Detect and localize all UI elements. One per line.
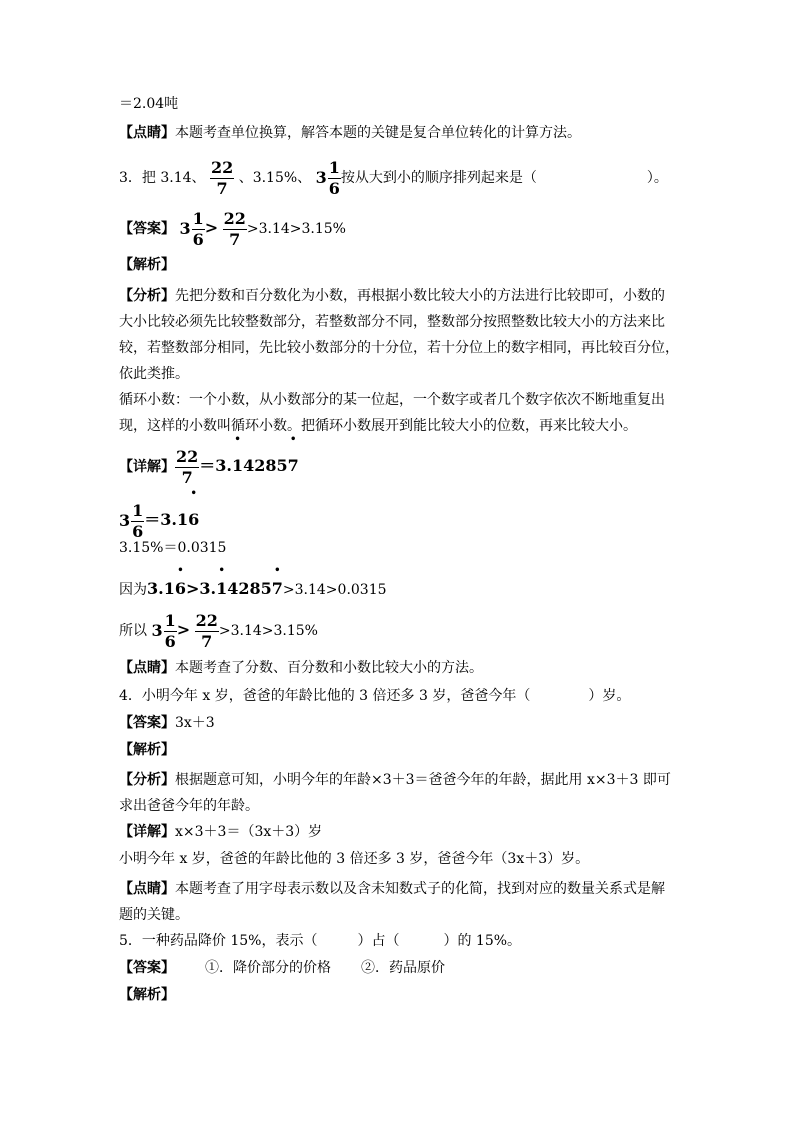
comment-line	[119, 123, 581, 143]
analysis-3: 【分析】先把分数和百分数化为小数，再根据小数比较大小的方法进行比较即可，小数的 大小比较必须先比较整数部分，若整数部分不同，整数部分按照整数比较大小的方法来比 较，若整数部分相同，先比较小数部分的十分位，若十分位上的数字相同，再比较百分位， 依此类推。 循环小数：一个小数，从小数部分的某一位起，一个数字或者几个数字依次不断地重复出 现，这样的小数叫循环小数。把循环小数展开到能比较大小的位数，再来比较大小。	[119, 288, 679, 434]
dianjing-3: 【点睛】本题考查了分数、百分数和小数比较大小的方法。	[119, 660, 483, 676]
q3-suffix: 按从大到小的顺序排列起来是（	[340, 170, 537, 186]
answer-4: 【答案】3x＋3	[119, 715, 215, 731]
detail-3-line3: 3.15%＝0.0315	[119, 540, 227, 556]
q3-mid: 、3.15%、	[238, 170, 312, 186]
comment-tag: 【点睛】	[119, 125, 175, 141]
answer-5: 【答案】 ①．降价部分的价格 ②．药品原价	[119, 960, 445, 976]
question-3	[119, 155, 668, 201]
fraction-22-7: $\frac{22}{7}$	[210, 157, 234, 198]
q3-prefix: 3．把 3.14、	[119, 170, 206, 186]
question-5: 5．一种药品降价 15%，表示（ ）占（ ）的 15%。	[119, 933, 522, 949]
jiexi-4: 【解析】	[119, 742, 175, 758]
detail-3-line2: 3 $\frac{1}{6}$ ＝3.16 •	[119, 488, 200, 541]
detail-4: 【详解】x×3＋3＝（3x＋3）岁	[119, 824, 323, 840]
detail-3-line1: 【详解】 $\frac{22}{7}$ ＝3.1 • 42857 •	[119, 434, 299, 487]
mixed-number-3-1-6: 3 $\frac{1}{6}$	[315, 157, 340, 198]
because-line: 因为3.16 • >3.1 • 42857 • >3.14>0.0315	[119, 565, 387, 598]
analysis-tag: 【分析】	[119, 288, 175, 304]
answer-tag: 【答案】	[119, 221, 175, 237]
answer-tail: >3.14>3.15%	[246, 221, 346, 237]
result-line: ＝2.04吨	[119, 96, 179, 112]
answer-mixed-number: 3 $\frac{1}{6}$	[179, 208, 204, 249]
question-4: 4．小明今年 x 岁，爸爸的年龄比他的 3 倍还多 3 岁，爸爸今年（ ）岁。	[119, 688, 631, 704]
dianjing-4: 【点睛】本题考查了用字母表示数以及含未知数式子的化简，找到对应的数量关系式是解 题的关键。	[119, 881, 665, 923]
jiexi-tag: 【解析】	[119, 257, 175, 273]
so-line: 所以 3 $\frac{1}{6}$ > $\frac{22}{7}$ >3.14>3.15%	[119, 610, 318, 651]
jiexi-5: 【解析】	[119, 987, 175, 1003]
q3-close: ）。	[646, 170, 668, 186]
analysis-4: 【分析】根据题意可知，小明今年的年龄×3＋3＝爸爸今年的年龄，据此用 x×3＋3 即可 求出爸爸今年的年龄。	[119, 772, 671, 814]
detail-4-line2: 小明今年 x 岁，爸爸的年龄比他的 3 倍还多 3 岁，爸爸今年（3x＋3）岁。	[119, 851, 590, 867]
answer-3: 【答案】 3 $\frac{1}{6}$ > $\frac{22}{7}$ >3.14>3.15%	[119, 205, 346, 252]
detail-tag: 【详解】	[119, 459, 175, 475]
answer-fraction: $\frac{22}{7}$	[223, 208, 246, 249]
comment-text: 本题考查单位换算，解答本题的关键是复合单位转化的计算方法。	[175, 125, 581, 141]
